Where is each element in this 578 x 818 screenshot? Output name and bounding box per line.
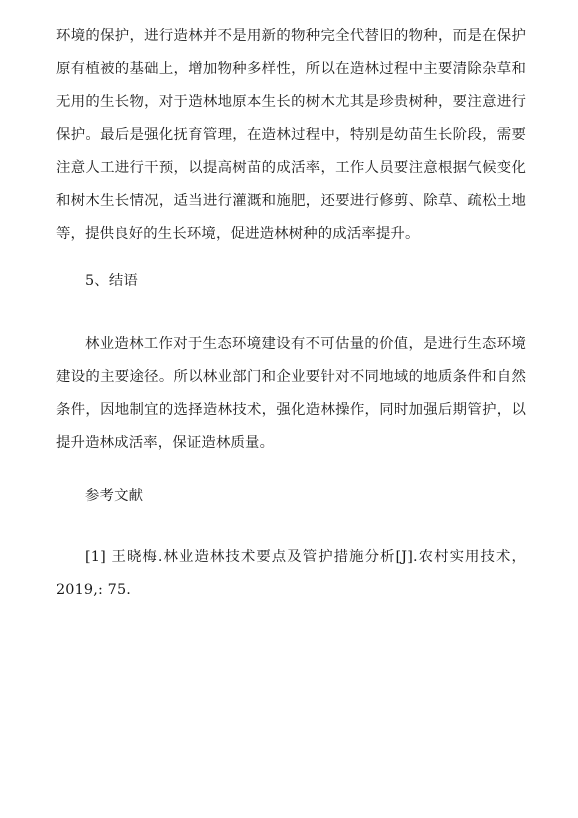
references-heading: 参考文献 <box>85 488 144 504</box>
conclusion-paragraph: 林业造林工作对于生态环境建设有不可估量的价值，是进行生态环境建设的主要途径。所以林业部门和企业要针对不同地域的地质条件和自然条件，因地制宜的选择造林技术，强化造林操作，同时加强后期管护，以提升造林成活率，保证造林质量。 <box>56 336 526 451</box>
body-paragraph-continued: 环境的保护，进行造林并不是用新的物种完全代替旧的物种，而是在保护原有植被的基础上，增加物种多样性，所以在造林过程中主要清除杂草和无用的生长物，对于造林地原本生长的树木尤其是珍贵树种，要注意进行保护。最后是强化抚育管理，在造林过程中，特别是幼苗生长阶段，需要注意人工进行干预，以提高树苗的成活率，工作人员要注意根据气候变化和树木生长情况，适当进行灌溉和施肥，还要进行修剪、除草、疏松土地等，提供良好的生长环境，促进造林树种的成活率提升。 <box>56 28 526 242</box>
section-heading-conclusion: 5、结语 <box>85 273 138 289</box>
reference-item: [1] 王晓梅.林业造林技术要点及管护措施分析[J].农村实用技术，2019,: 75. <box>56 549 526 598</box>
